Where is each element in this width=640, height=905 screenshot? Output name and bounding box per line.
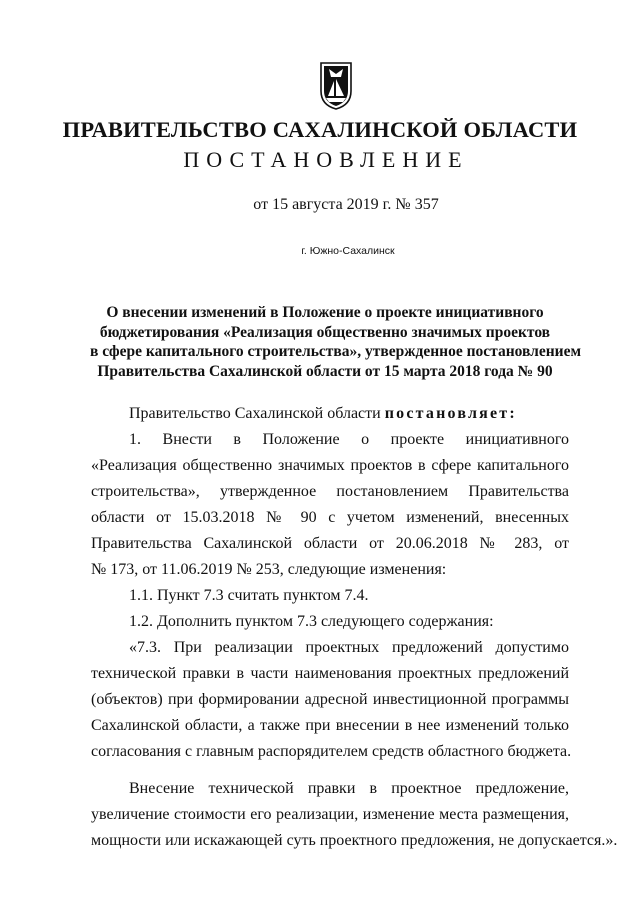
decree-body [91, 401, 618, 854]
item1-line: 1. Внести в Положение о проекте инициативного [129, 431, 569, 448]
final-line: увеличение стоимости его реализации, изменение места размещения, [91, 806, 569, 823]
document-type: ПОСТАНОВЛЕНИЕ [183, 147, 469, 172]
item1-line: области от 15.03.2018 № 90 с учетом изменений, внесенных [91, 509, 569, 526]
item73-line: согласования с главным распорядителем средств областного бюджета. [91, 743, 572, 760]
decree-date-number: от 15 августа 2019 г. № 357 [253, 196, 439, 213]
item-1-1: 1.1. Пункт 7.3 считать пунктом 7.4. [129, 587, 369, 604]
item73-line: «7.3. При реализации проектных предложений допустимо [129, 639, 569, 656]
sakhalin-coat-of-arms-icon [319, 61, 353, 111]
intro-paragraph [91, 401, 569, 427]
item1-line: № 173, от 11.06.2019 № 253, следующие изменения: [91, 561, 447, 578]
intro-verb: постановляет: [384, 405, 517, 422]
item1-line: «Реализация общественно значимых проектов в сфере капитального [91, 457, 569, 474]
item1-line: строительства», утвержденное постановлением Правительства [91, 483, 569, 500]
item73-line: Сахалинской области, а также при внесении в нее изменений только [91, 717, 569, 734]
heading-line: бюджетирования «Реализация общественно значимых проектов [99, 323, 551, 341]
government-title: ПРАВИТЕЛЬСТВО САХАЛИНСКОЙ ОБЛАСТИ [62, 117, 578, 142]
intro-prefix: Правительство Сахалинской области [129, 405, 385, 422]
item73-line: технической правки в части наименования проектных предложений [91, 665, 569, 682]
city-name: г. Южно-Сахалинск [301, 245, 395, 257]
final-line: мощности или искажающей суть проектного предложения, не допускается.». [91, 832, 618, 849]
item1-line: Правительства Сахалинской области от 20.06.2018 № 283, от [91, 535, 569, 552]
heading-line: Правительства Сахалинской области от 15 марта 2018 года № 90 [97, 362, 553, 380]
final-line: Внесение технической правки в проектное предложение, [129, 780, 569, 797]
item73-line: (объектов) при формировании адресной инвестиционной программы [91, 691, 569, 708]
heading-line: в сфере капитального строительства», утвержденное постановлением [90, 343, 582, 360]
heading-line: О внесении изменений в Положение о проекте инициативного [106, 304, 544, 321]
item-1-2: 1.2. Дополнить пунктом 7.3 следующего содержания: [129, 613, 494, 630]
decree-heading [90, 303, 582, 381]
paragraph-gap [91, 765, 569, 776]
